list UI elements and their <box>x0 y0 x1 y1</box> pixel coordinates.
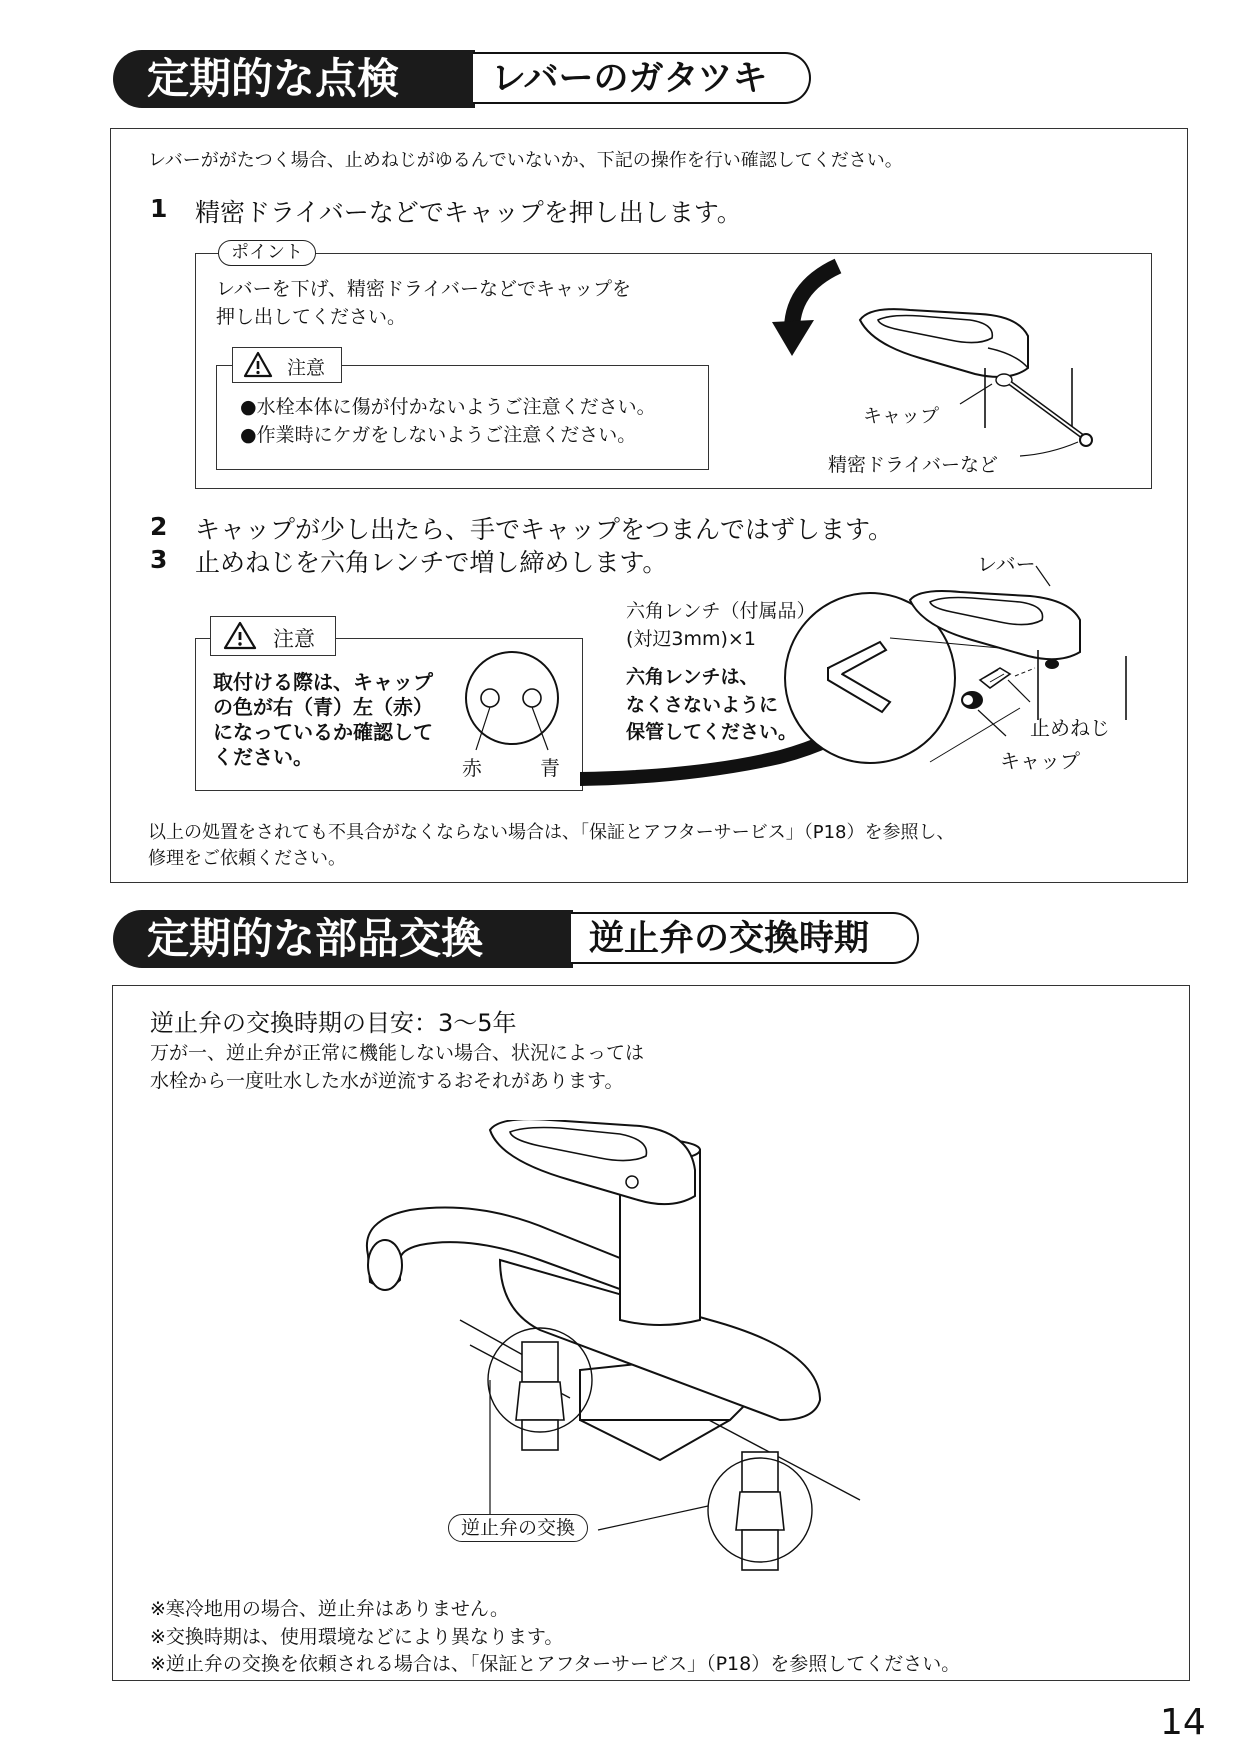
label-screw: 止めねじ <box>1030 716 1110 740</box>
section1-intro: レバーががたつく場合、止めねじがゆるんでいないか、下記の操作を行い確認してください。 <box>148 150 903 171</box>
footer-line1: 以上の処置をされても不具合がなくならない場合は、「保証とアフターサービス」（P18）を参照し、 <box>148 822 955 843</box>
page-number: 14 <box>1160 1702 1206 1743</box>
desc-line1: 万が一、逆止弁が正常に機能しない場合、状況によっては <box>150 1042 645 1064</box>
step3-number: 3 <box>150 545 168 574</box>
wrench-note3: 保管してください。 <box>626 721 798 744</box>
section2-subtitle: 逆止弁の交換時期 <box>571 912 919 964</box>
section2-title: 定期的な部品交換 <box>113 910 573 968</box>
note-line2: ※交換時期は、使用環境などにより異なります。 <box>150 1625 564 1648</box>
step2-number: 2 <box>150 512 168 541</box>
caution2-line2: の色が右（青）左（赤） <box>213 695 433 719</box>
step3-text: 止めねじを六角レンチで増し締めします。 <box>195 548 668 577</box>
label-red: 赤 <box>462 756 482 780</box>
step1-number: 1 <box>150 194 168 223</box>
desc-line2: 水栓から一度吐水した水が逆流するおそれがあります。 <box>150 1069 624 1092</box>
caution-label-2: 注意 <box>273 627 315 651</box>
point-line2: 押し出してください。 <box>216 305 407 328</box>
section2-notes <box>150 1596 960 1679</box>
section1-footer <box>148 820 955 872</box>
check-valve-callout: 逆止弁の交換 <box>448 1514 588 1542</box>
caution2-line3: になっているか確認して <box>213 720 433 744</box>
caution2-line4: ください。 <box>213 745 313 769</box>
warning-icon <box>243 351 273 379</box>
note-line3: ※逆止弁の交換を依頼される場合は、「保証とアフターサービス」（P18）を参照してください。 <box>150 1653 961 1676</box>
caution-text-2 <box>213 670 433 770</box>
caution-text-1 <box>240 394 656 449</box>
caution1-line1: ●水栓本体に傷が付かないようご注意ください。 <box>240 396 656 418</box>
wrench-note2: なくさないように <box>626 693 779 716</box>
faucet-check-valve-illustration <box>350 1120 910 1610</box>
caution-tab-1 <box>232 347 342 383</box>
label-lever: レバー <box>977 552 1036 576</box>
wrench-line1: 六角レンチ（付属品） <box>626 600 816 622</box>
caution-label-1: 注意 <box>287 357 326 379</box>
label-driver: 精密ドライバーなど <box>828 454 999 476</box>
note-line1: ※寒冷地用の場合、逆止弁はありません。 <box>150 1598 510 1620</box>
section1-subtitle: レバーのガタツキ <box>473 52 811 104</box>
warning-icon <box>223 621 257 651</box>
step1-text: 精密ドライバーなどでキャップを押し出します。 <box>195 198 742 227</box>
section1-header <box>113 50 813 108</box>
point-line1: レバーを下げ、精密ドライバーなどでキャップを <box>216 278 631 300</box>
label-cap-2: キャップ <box>1000 749 1080 773</box>
wrench-line2: (対辺3mm)×1 <box>626 627 756 650</box>
caution-tab-2 <box>210 616 336 656</box>
section2-desc <box>150 1040 644 1095</box>
caution2-line1: 取付ける際は、キャップ <box>213 670 433 694</box>
point-text <box>216 276 631 331</box>
point-tag: ポイント <box>218 240 316 266</box>
caution1-line2: ●作業時にケガをしないようご注意ください。 <box>240 423 637 446</box>
label-blue: 青 <box>540 756 560 780</box>
replacement-guide: 逆止弁の交換時期の目安：3～5年 <box>150 1009 517 1037</box>
label-cap: キャップ <box>863 405 940 427</box>
footer-line2: 修理をご依頼ください。 <box>148 848 346 870</box>
step2-text: キャップが少し出たら、手でキャップをつまんではずします。 <box>195 515 894 544</box>
section2-header <box>113 910 923 968</box>
section1-title: 定期的な点検 <box>113 50 475 108</box>
wrench-note1: 六角レンチは、 <box>626 666 759 688</box>
